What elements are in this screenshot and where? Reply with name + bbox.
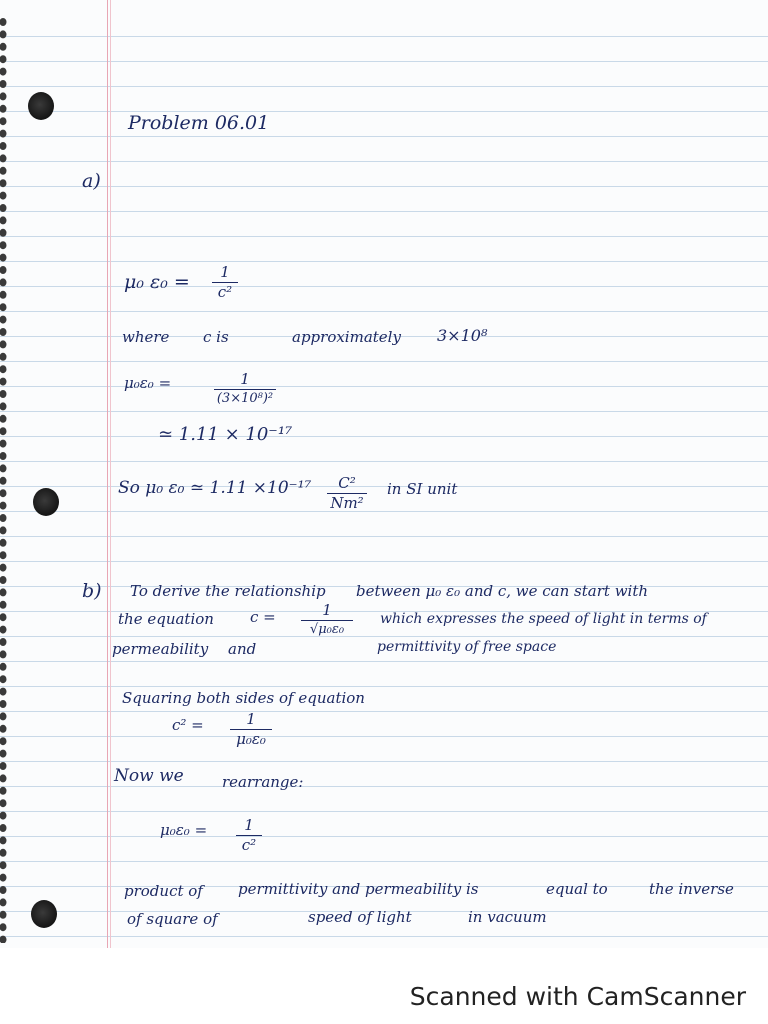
camscanner-watermark: Scanned with CamScanner xyxy=(409,982,746,1011)
fraction-one-over-sqrt: 1 √μ₀ε₀ xyxy=(301,603,353,636)
punch-hole-middle xyxy=(33,488,59,516)
conclusion-line1-c: equal to xyxy=(546,880,608,898)
spiral-binding xyxy=(0,18,10,943)
c-squared-equals: c² = xyxy=(172,716,204,734)
so-result-text: So μ₀ ε₀ ≃ 1.11 ×10⁻¹⁷ xyxy=(118,478,312,498)
approximately-text: approximately xyxy=(292,328,401,346)
approximation-value: ≃ 1.11 × 10⁻¹⁷ xyxy=(158,424,293,445)
now-we-text: Now we xyxy=(114,766,184,786)
part-b-line2-b: which expresses the speed of light in terms of xyxy=(380,611,707,627)
c-equals: c = xyxy=(250,608,276,626)
problem-title: Problem 06.01 xyxy=(128,112,270,134)
unit-fraction-c2-nm2: C² Nm² xyxy=(327,476,367,511)
rearrange-text: rearrange: xyxy=(222,773,304,791)
margin-line xyxy=(107,0,108,948)
c-is-text: c is xyxy=(203,328,229,346)
conclusion-line2-b: speed of light xyxy=(308,908,412,926)
punch-hole-bottom xyxy=(31,900,57,928)
part-b-line2-a: the equation xyxy=(118,610,214,628)
part-b-line3-b: permittivity of free space xyxy=(377,639,557,655)
part-b-label: b) xyxy=(82,580,102,602)
conclusion-line1-b: permittivity and permeability is xyxy=(238,880,479,898)
part-b-line1-a: To derive the relationship xyxy=(130,582,326,600)
conclusion-line1-d: the inverse xyxy=(649,880,734,898)
c-value: 3×10⁸ xyxy=(437,326,488,345)
mu-epsilon-lhs-2: μ₀ε₀ = xyxy=(124,374,172,392)
squaring-text: Squaring both sides of equation xyxy=(122,689,365,707)
margin-line-secondary xyxy=(110,0,111,948)
part-b-line3-and: and xyxy=(228,640,257,658)
fraction-one-over-c-squared: 1 c² xyxy=(212,265,238,300)
si-unit-text: in SI unit xyxy=(387,480,458,498)
fraction-final-one-over-c2: 1 c² xyxy=(236,818,262,853)
punch-hole-top xyxy=(28,92,54,120)
part-b-line3-a: permeability xyxy=(112,640,209,658)
conclusion-line1-a: product of xyxy=(124,882,203,900)
fraction-one-over-mu-epsilon: 1 μ₀ε₀ xyxy=(230,712,272,747)
conclusion-line2-a: of square of xyxy=(127,910,218,928)
conclusion-line2-c: in vacuum xyxy=(468,908,547,926)
mu-epsilon-lhs-final: μ₀ε₀ = xyxy=(160,821,208,839)
part-b-line1-b: between μ₀ ε₀ and c, we can start with xyxy=(356,582,649,600)
where-text: where xyxy=(122,328,170,346)
part-a-label: a) xyxy=(82,170,101,192)
mu-epsilon-lhs-1: μ₀ ε₀ = xyxy=(124,271,190,293)
fraction-one-over-3e8-squared: 1 (3×10⁸)² xyxy=(214,372,276,405)
